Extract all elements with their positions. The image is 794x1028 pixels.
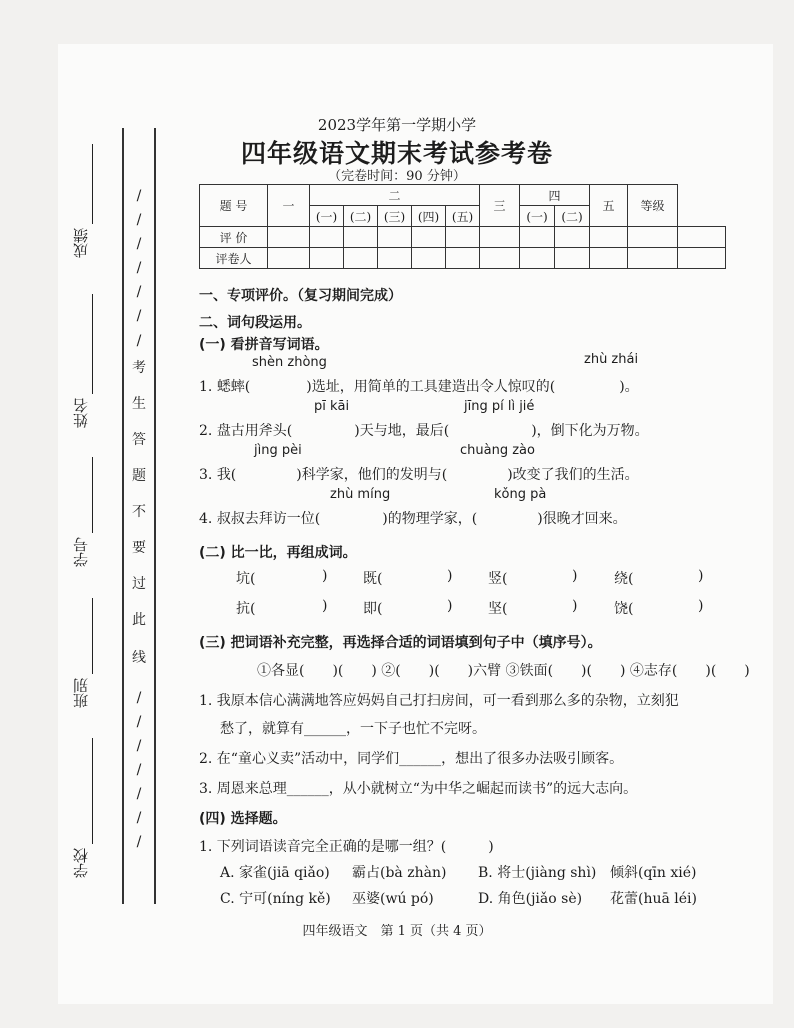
col-two-sub: (二)	[344, 206, 378, 227]
pinyin-hint: shèn zhòng	[252, 355, 327, 370]
pinyin-question-2: 2. 盘古用斧头( )天与地，最后( )，倒下化为万物。	[199, 423, 649, 439]
grader-cell[interactable]	[446, 248, 480, 269]
student-id-field-label: 学号	[72, 537, 90, 567]
compare-char: 抗(	[236, 601, 256, 617]
binding-notice-char: 答	[132, 432, 146, 448]
name-field-label: 姓名	[72, 398, 90, 428]
pinyin-hint: pī kāi	[314, 399, 350, 414]
answer-blank[interactable]	[320, 511, 382, 527]
section-three-title: (三) 把词语补充完整，再选择合适的词语填到句子中（填序号）。	[199, 635, 602, 651]
option-b-word-2: 倾斜(qīn xié)	[610, 865, 697, 881]
section-two-title: (二) 比一比，再组成词。	[199, 545, 357, 561]
binding-notice-char: 此	[132, 612, 146, 628]
score-cell[interactable]	[310, 227, 344, 248]
binding-slash: /	[136, 786, 142, 802]
col-four-sub: (二)	[555, 206, 590, 227]
score-cell[interactable]	[344, 227, 378, 248]
grader-cell[interactable]	[590, 248, 628, 269]
answer-blank[interactable]	[447, 467, 507, 483]
score-cell[interactable]	[480, 227, 520, 248]
answer-blank[interactable]	[449, 423, 531, 439]
fill-question-3: 3. 周恩来总理______，从小就树立“为中华之崛起而读书”的远大志向。	[199, 781, 638, 797]
binding-slash: /	[136, 810, 142, 826]
option-b[interactable]: B. 将士(jiàng shì)	[478, 865, 597, 881]
name-field-line[interactable]	[92, 294, 93, 394]
compare-char: 坑(	[236, 571, 256, 587]
section-one-title: (一) 看拼音写词语。	[199, 337, 329, 353]
exam-time: （完卷时间：90 分钟）	[328, 169, 466, 184]
pinyin-hint: chuàng zào	[460, 443, 535, 458]
binding-slash: /	[136, 236, 142, 252]
exam-subtitle: 2023学年第一学期小学	[317, 116, 477, 134]
binding-notice-char: 过	[132, 576, 146, 592]
compare-char: 既(	[363, 571, 383, 587]
col-five: 五	[590, 185, 628, 227]
binding-slash: /	[136, 738, 142, 754]
pinyin-hint: zhù míng	[330, 487, 391, 502]
binding-slash: /	[136, 188, 142, 204]
score-cell[interactable]	[555, 227, 590, 248]
school-field-label: 学校	[72, 848, 90, 878]
binding-slash: /	[136, 762, 142, 778]
pinyin-hint: zhù zhái	[584, 352, 639, 367]
compare-blank-close[interactable]: )	[698, 568, 704, 584]
answer-blank[interactable]	[250, 379, 306, 395]
compare-blank-close[interactable]: )	[322, 598, 328, 614]
col-two-sub: (四)	[412, 206, 446, 227]
col-three: 三	[480, 185, 520, 227]
grader-cell[interactable]	[378, 248, 412, 269]
grader-cell[interactable]	[412, 248, 446, 269]
compare-char: 饶(	[614, 601, 634, 617]
compare-char: 绕(	[614, 571, 634, 587]
score-field-label: 成绩	[72, 228, 90, 258]
score-cell[interactable]	[678, 227, 726, 248]
col-two-sub: (三)	[378, 206, 412, 227]
compare-char: 坚(	[488, 601, 508, 617]
binding-slash: /	[136, 333, 142, 349]
row-label-grader: 评卷人	[200, 248, 268, 269]
grader-cell[interactable]	[268, 248, 310, 269]
option-d-word-2: 花蕾(huā léi)	[610, 891, 697, 907]
pinyin-question-4: 4. 叔叔去拜访一位( )的物理学家，( )很晚才回来。	[199, 511, 627, 527]
compare-blank-close[interactable]: )	[572, 568, 578, 584]
col-grade: 等级	[628, 185, 678, 227]
grader-cell[interactable]	[555, 248, 590, 269]
compare-blank-close[interactable]: )	[447, 598, 453, 614]
score-cell[interactable]	[628, 227, 678, 248]
compare-blank-close[interactable]: )	[447, 568, 453, 584]
score-cell[interactable]	[520, 227, 555, 248]
school-field-line[interactable]	[92, 738, 93, 844]
grader-cell[interactable]	[678, 248, 726, 269]
binding-slash: /	[136, 284, 142, 300]
col-two-sub: (五)	[446, 206, 480, 227]
row-label-number: 题 号	[200, 185, 268, 227]
col-four-sub: (一)	[520, 206, 555, 227]
compare-blank-close[interactable]: )	[322, 568, 328, 584]
fill-question-1: 1. 我原本信心满满地答应妈妈自己打扫房间，可一看到那么多的杂物，立刻犯	[199, 693, 679, 709]
score-cell[interactable]	[590, 227, 628, 248]
choice-question-1: 1. 下列词语读音完全正确的是哪一组？( )	[199, 839, 494, 855]
part-two-heading: 二、词句段运用。	[199, 315, 311, 331]
score-table	[199, 184, 726, 269]
grader-cell[interactable]	[628, 248, 678, 269]
grader-cell[interactable]	[344, 248, 378, 269]
binding-notice-char: 线	[132, 650, 146, 666]
class-field-line[interactable]	[92, 598, 93, 674]
answer-blank[interactable]	[555, 379, 619, 395]
option-c[interactable]: C. 宁可(níng kě)	[220, 891, 331, 907]
score-cell[interactable]	[268, 227, 310, 248]
option-a[interactable]: A. 家雀(jiā qiǎo)	[220, 865, 330, 881]
part-one-heading: 一、专项评价。（复习期间完成）	[199, 288, 402, 304]
answer-blank[interactable]	[236, 467, 296, 483]
col-two: 二	[310, 185, 480, 206]
binding-slash: /	[136, 714, 142, 730]
col-four: 四	[520, 185, 590, 206]
grader-cell[interactable]	[310, 248, 344, 269]
binding-slash: /	[136, 834, 142, 850]
idiom-options: ①各显( )( ) ②( )( )六臂 ③铁面( )( ) ④志存( )( )	[257, 663, 750, 679]
fill-question-1-cont: 愁了，就算有______，一下子也忙不完呀。	[220, 721, 486, 737]
compare-blank-close[interactable]: )	[698, 598, 704, 614]
score-cell[interactable]	[378, 227, 412, 248]
pinyin-hint: jīng pí lì jié	[464, 399, 535, 414]
binding-slash: /	[136, 260, 142, 276]
score-cell[interactable]	[412, 227, 446, 248]
grader-cell[interactable]	[480, 248, 520, 269]
compare-blank-close[interactable]: )	[572, 598, 578, 614]
binding-notice-char: 考	[132, 360, 146, 376]
pinyin-hint: jìng pèi	[254, 443, 302, 458]
binding-notice-char: 要	[132, 540, 146, 556]
class-field-label: 班别	[72, 678, 90, 708]
grader-cell[interactable]	[520, 248, 555, 269]
score-cell[interactable]	[446, 227, 480, 248]
row-label-rating: 评 价	[200, 227, 268, 248]
binding-notice-char: 不	[132, 504, 146, 520]
pinyin-question-1: 1. 蟋蟀( )选址，用简单的工具建造出令人惊叹的( )。	[199, 379, 639, 395]
pinyin-question-3: 3. 我( )科学家，他们的发明与( )改变了我们的生活。	[199, 467, 639, 483]
binding-slash: /	[136, 690, 142, 706]
option-a-word-2: 霸占(bà zhàn)	[352, 865, 447, 881]
binding-slash: /	[136, 212, 142, 228]
answer-blank[interactable]	[292, 423, 354, 439]
compare-char: 竖(	[488, 571, 508, 587]
fill-question-2: 2. 在“童心义卖”活动中，同学们______，想出了很多办法吸引顾客。	[199, 751, 624, 767]
binding-slash: /	[136, 308, 142, 324]
pinyin-hint: kǒng pà	[494, 487, 547, 502]
option-d[interactable]: D. 角色(jiǎo sè)	[478, 891, 583, 907]
option-c-word-2: 巫婆(wú pó)	[352, 891, 434, 907]
col-two-sub: (一)	[310, 206, 344, 227]
compare-char: 即(	[363, 601, 383, 617]
col-one: 一	[268, 185, 310, 227]
binding-notice-char: 生	[132, 396, 146, 412]
exam-title: 四年级语文期末考试参考卷	[240, 139, 553, 168]
binding-notice-char: 题	[132, 468, 146, 484]
page-footer: 四年级语文 第 1 页（共 4 页）	[302, 924, 492, 939]
student-id-field-line[interactable]	[92, 457, 93, 533]
answer-blank[interactable]	[477, 511, 537, 527]
section-four-title: (四) 选择题。	[199, 811, 287, 827]
